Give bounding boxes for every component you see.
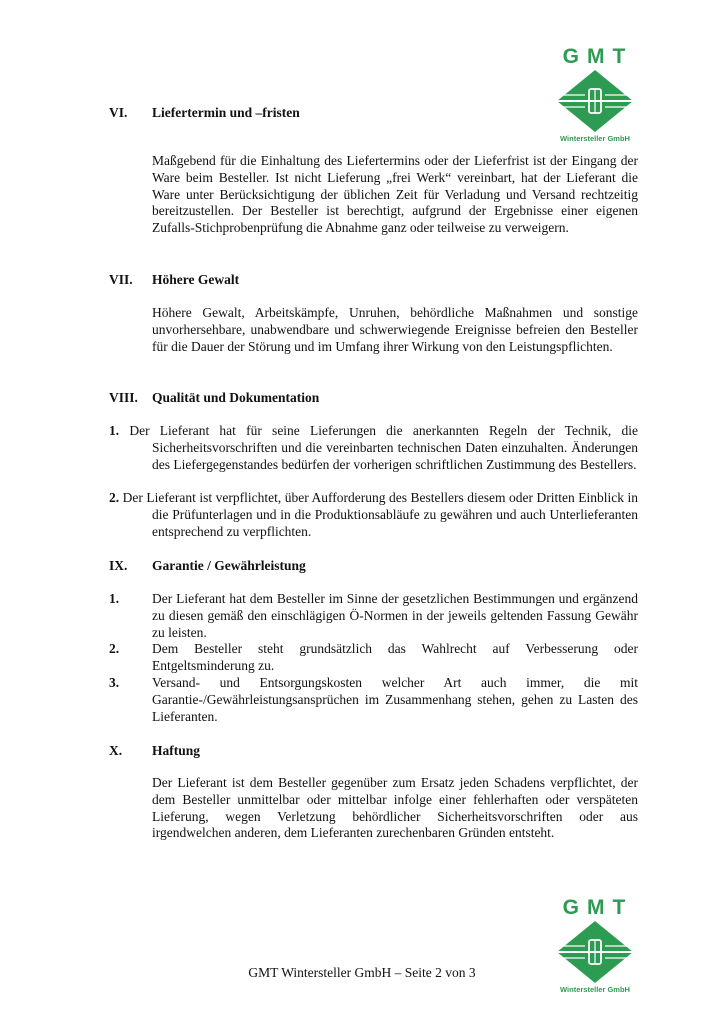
section-title: Haftung bbox=[152, 743, 201, 758]
logo-subtitle: Wintersteller GmbH bbox=[560, 985, 630, 994]
section-heading-vii bbox=[109, 271, 239, 288]
logo-emblem-icon bbox=[555, 70, 635, 132]
list-number: 3. bbox=[109, 675, 120, 690]
logo-letters: GMT bbox=[562, 896, 634, 919]
list-text: Dem Besteller steht grundsätzlich das Wahlrecht auf Verbesserung oder Entgeltsminderung zu. bbox=[152, 641, 638, 673]
company-logo bbox=[550, 46, 640, 144]
list-item bbox=[109, 675, 638, 725]
section-number: VIII. bbox=[109, 390, 138, 405]
logo-subtitle: Wintersteller GmbH bbox=[560, 134, 630, 143]
list-item bbox=[109, 423, 638, 473]
section-text-x: Der Lieferant ist dem Besteller gegenüber zum Ersatz jeden Schadens verpflichtet, der dem Besteller unmittelbar oder mittelbar infolge einer fehlerhaften oder verspäteten Lieferung, wegen Verletzung behördlicher Sicherheitsvorschriften oder aus irgendwelchen anderen, dem Lieferanten zurechenbaren Gründen entsteht. bbox=[152, 775, 638, 841]
section-title: Qualität und Dokumentation bbox=[152, 390, 320, 405]
list-text: Der Lieferant ist verpflichtet, über Aufforderung des Bestellers diesem oder Dritten Einblick in die Prüfunterlagen und in die Produktionsabläufe zu gewähren und auch Unterlieferanten entsprechend zu verpflichten. bbox=[122, 490, 638, 539]
section-text-vii: Höhere Gewalt, Arbeitskämpfe, Unruhen, behördliche Maßnahmen und sonstige unvorhersehbare, unabwendbare und schwerwiegende Ereignisse befreien den Besteller für die Dauer der Störung und im Umfang ihrer Wirkung von den Leistungspflichten. bbox=[152, 305, 638, 354]
list-item bbox=[109, 591, 638, 641]
section-title: Höhere Gewalt bbox=[152, 272, 240, 287]
section-number: VII. bbox=[109, 272, 133, 287]
section-text-vi: Maßgebend für die Einhaltung des Liefertermins oder der Lieferfrist ist der Eingang der Ware beim Besteller. Ist nicht Lieferung „frei Werk“ vereinbart, hat der Lieferant die Ware unter Berücksichtigung der üblichen Zeit für Verladung und Versand rechtzeitig bereitzustellen. Der Besteller ist berechtigt, aufgrund der Ergebnisse einer eigenen Zufalls-Stichprobenprüfung die Abnahme ganz oder teilweise zu verweigern. bbox=[152, 153, 638, 236]
section-title: Liefertermin und –fristen bbox=[152, 105, 300, 120]
list-number: 2. bbox=[109, 641, 120, 656]
logo-letters: GMT bbox=[562, 45, 634, 68]
section-heading-vi bbox=[109, 104, 300, 121]
list-text: Der Lieferant hat für seine Lieferungen die anerkannten Regeln der Technik, die Sicherheitsvorschriften und die vereinbarten technischen Daten einzuhalten. Änderungen des Liefergegenstandes bedürfen der vorherigen schriftlichen Zustimmung des Bestellers. bbox=[129, 423, 639, 472]
section-title: Garantie / Gewährleistung bbox=[152, 558, 306, 573]
list-item bbox=[109, 641, 638, 675]
section-heading-viii bbox=[109, 389, 319, 406]
list-text: Versand- und Entsorgungskosten welcher Art auch immer, die mit Garantie-/Gewährleistungsansprüchen im Zusammenhang stehen, gehen zu Lasten des Lieferanten. bbox=[152, 675, 638, 724]
section-number: X. bbox=[109, 743, 123, 758]
list-number: 1. bbox=[109, 423, 120, 438]
section-heading-ix bbox=[109, 557, 306, 574]
list-text: Der Lieferant hat dem Besteller im Sinne der gesetzlichen Bestimmungen und ergänzend zu diesen gemäß den einschlägigen Ö-Normen in der jeweils geltenden Fassung Gewähr zu leisten. bbox=[152, 591, 638, 640]
section-heading-x bbox=[109, 742, 200, 759]
section-number: IX. bbox=[109, 558, 128, 573]
page-footer: GMT Wintersteller GmbH – Seite 2 von 3 bbox=[248, 965, 476, 980]
list-number: 1. bbox=[109, 591, 120, 606]
list-number: 2. bbox=[109, 490, 120, 505]
list-item bbox=[109, 490, 638, 540]
section-number: VI. bbox=[109, 105, 128, 120]
